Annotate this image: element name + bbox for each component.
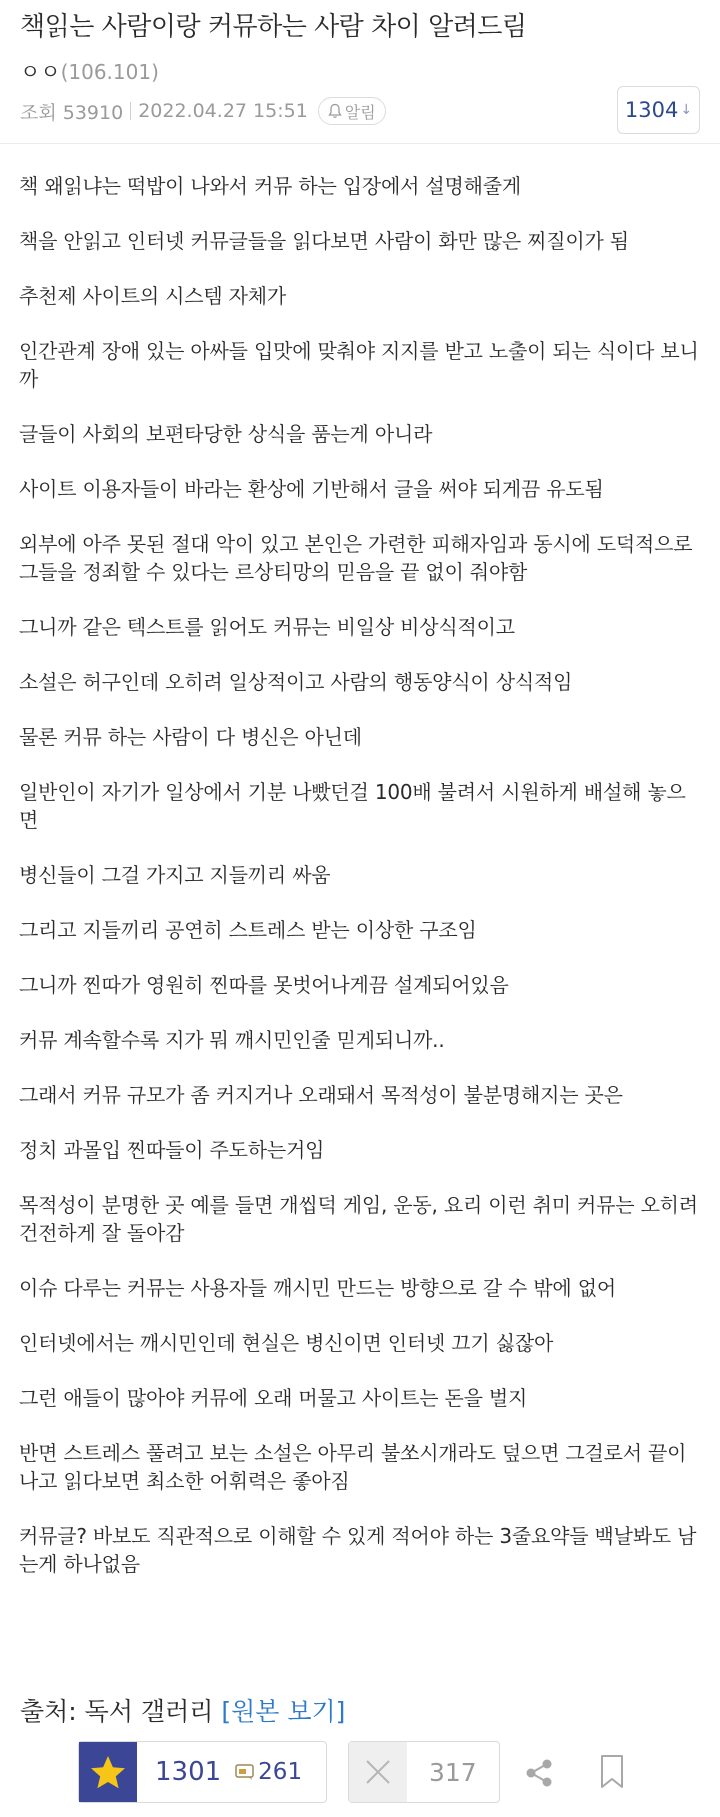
bell-icon: [328, 103, 342, 119]
source-label: 출처: 독서 갤러리: [20, 1697, 214, 1726]
paragraph: 소설은 허구인데 오히려 일상적이고 사람의 행동양식이 상식적임: [19, 670, 573, 694]
source-line: [20, 1692, 345, 1728]
paragraph: 일반인이 자기가 일상에서 기분 나빴던걸 100배 불려서 시원하게 배설해 놓으면: [19, 780, 686, 832]
paragraph: 물론 커뮤 하는 사람이 다 병신은 아닌데: [19, 725, 362, 749]
alarm-button[interactable]: [318, 97, 386, 125]
paragraph: 인간관계 장애 있는 아싸들 입맛에 맞춰야 지지를 받고 노출이 되는 식이다 보니까: [19, 339, 699, 391]
downvote-button[interactable]: [349, 1742, 407, 1802]
paragraph: 추천제 사이트의 시스템 자체가: [19, 284, 287, 308]
share-button[interactable]: [522, 1756, 556, 1794]
upvote-button[interactable]: [79, 1742, 137, 1802]
paragraph: 인터넷에서는 깨시민인데 현실은 병신이면 인터넷 끄기 싫잖아: [19, 1331, 554, 1355]
paragraph: 그리고 지들끼리 공연히 스트레스 받는 이상한 구조임: [19, 918, 477, 942]
x-icon: [363, 1757, 393, 1787]
paragraph: 이슈 다루는 커뮤는 사용자들 깨시민 만드는 방향으로 갈 수 밖에 없어: [19, 1276, 616, 1300]
paragraph: 반면 스트레스 풀려고 보는 소설은 아무리 불쏘시개라도 덮으면 그걸로서 끝이 나고 읽다보면 최소한 어휘력은 좋아짐: [19, 1441, 687, 1493]
bookmark-button[interactable]: [598, 1754, 626, 1794]
source-original-link[interactable]: [원본 보기]: [221, 1697, 346, 1726]
author-name[interactable]: ㅇㅇ: [20, 60, 61, 84]
upvote-box: [78, 1741, 327, 1803]
post-date: 2022.04.27 15:51: [138, 100, 308, 122]
alarm-label: 알림: [344, 102, 376, 122]
arrow-down-icon: ↓: [680, 102, 693, 118]
paragraph: 책 왜읽냐는 떡밥이 나와서 커뮤 하는 입장에서 설명해줄게: [19, 174, 521, 198]
paragraph: 그니까 같은 텍스트를 읽어도 커뮤는 비일상 비상식적이고: [19, 615, 515, 639]
paragraph: 그니까 찐따가 영원히 찐따를 못벗어나게끔 설계되어있음: [19, 973, 509, 997]
comment-icon: [235, 1763, 255, 1781]
author-info[interactable]: [20, 56, 159, 86]
post-header: [0, 0, 720, 144]
post-title: 책읽는 사람이랑 커뮤하는 사람 차이 알려드림: [20, 12, 527, 42]
downvote-count: 317: [429, 1757, 477, 1787]
share-icon: [522, 1756, 556, 1790]
paragraph: 그래서 커뮤 규모가 좀 커지거나 오래돼서 목적성이 불분명해지는 곳은: [19, 1083, 623, 1107]
paragraph: 커뮤 계속할수록 지가 뭐 깨시민인줄 믿게되니까..: [19, 1028, 445, 1052]
paragraph: 책을 안읽고 인터넷 커뮤글들을 읽다보면 사람이 화만 많은 찌질이가 됨: [19, 229, 629, 253]
post-meta: [20, 97, 386, 125]
paragraph: 외부에 아주 못된 절대 악이 있고 본인은 가련한 피해자임과 동시에 도덕적으로 그들을 정죄할 수 있다는 르상티망의 믿음을 끝 없이 줘야함: [19, 532, 693, 584]
comment-jump-button[interactable]: [617, 86, 700, 134]
upvote-comment-count: [235, 1759, 302, 1785]
paragraph: 사이트 이용자들이 바라는 환상에 기반해서 글을 써야 되게끔 유도됨: [19, 477, 604, 501]
bookmark-icon: [598, 1754, 626, 1790]
paragraph: 정치 과몰입 찐따들이 주도하는거임: [19, 1138, 325, 1162]
author-ip: (106.101): [60, 60, 159, 84]
paragraph: 글들이 사회의 보편타당한 상식을 품는게 아니라: [19, 422, 433, 446]
view-count: 조회 53910: [20, 101, 124, 124]
paragraph: 병신들이 그걸 가지고 지들끼리 싸움: [19, 863, 331, 887]
post-actions: [0, 1740, 720, 1806]
star-icon: [89, 1754, 127, 1790]
downvote-box: [348, 1741, 500, 1803]
paragraph: 커뮤글? 바보도 직관적으로 이해할 수 있게 적어야 하는 3줄요약들 백날봐도 남는게 하나없음: [19, 1524, 697, 1576]
paragraph: 그런 애들이 많아야 커뮤에 오래 머물고 사이트는 돈을 벌지: [19, 1386, 528, 1410]
comment-total: 1304: [624, 98, 679, 122]
upvote-count: 1301: [155, 1757, 222, 1787]
meta-divider: [130, 102, 131, 120]
upvote-comment-value: 261: [258, 1759, 303, 1785]
post-body: [19, 172, 704, 1605]
paragraph: 목적성이 분명한 곳 예를 들면 개씹덕 게임, 운동, 요리 이런 취미 커뮤는 오히려 건전하게 잘 돌아감: [19, 1193, 698, 1245]
